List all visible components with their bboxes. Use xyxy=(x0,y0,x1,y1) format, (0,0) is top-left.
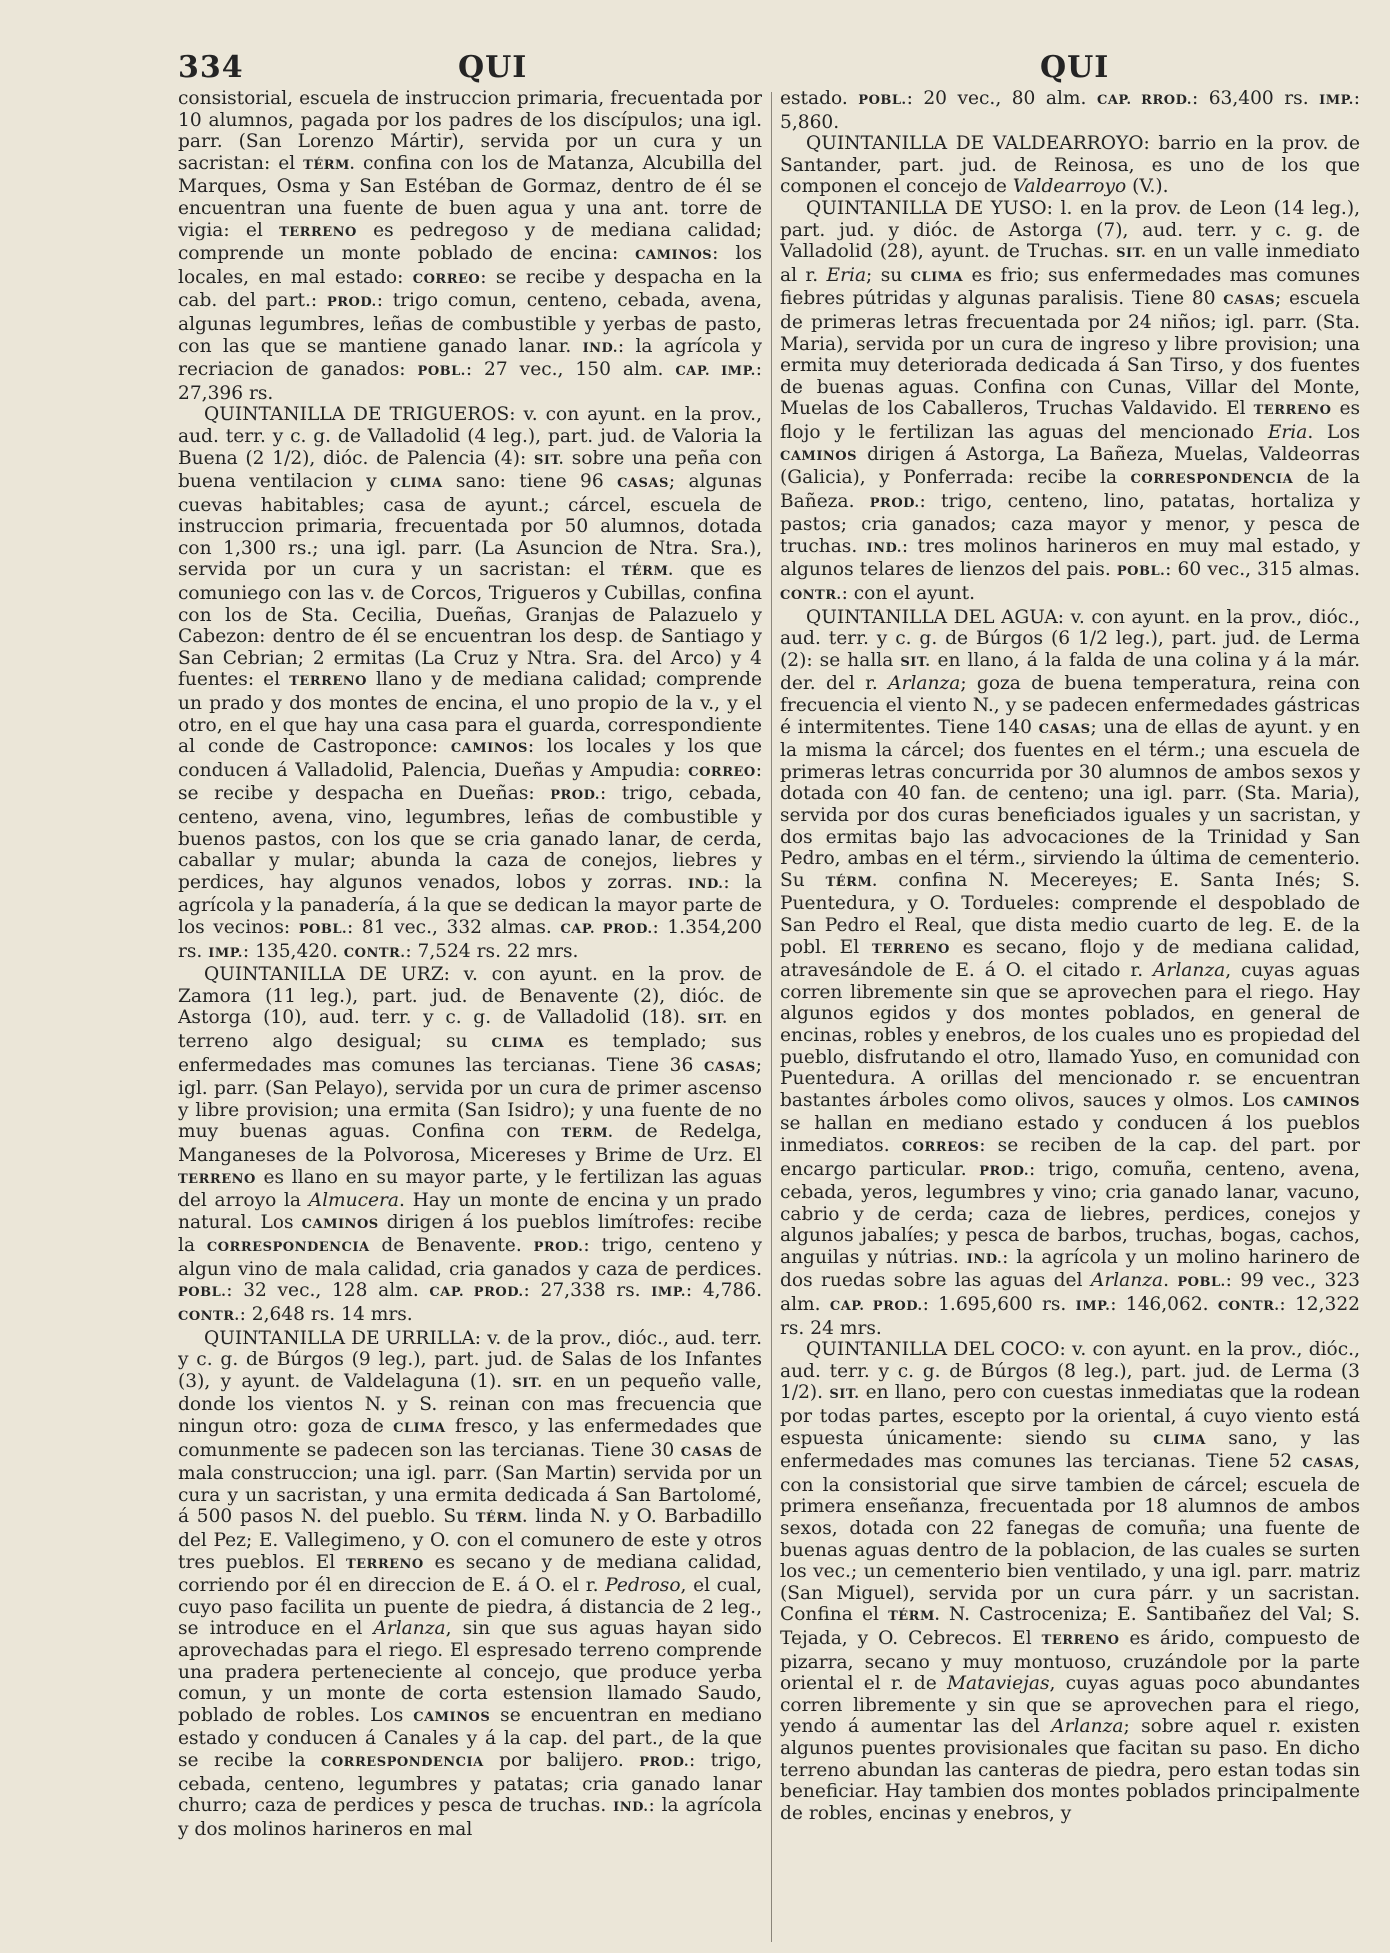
text-run: : 5,860. xyxy=(780,88,1360,133)
text-run: estado. xyxy=(780,88,859,109)
abbreviation: CAP. PROD. xyxy=(829,1299,923,1315)
right-column xyxy=(780,88,1360,1943)
abbreviation: IMP. xyxy=(651,1285,686,1301)
entry-paragraph xyxy=(178,1328,762,1841)
text-run: ; goza de buena temperatura, reina con frecuencia el viento N., y se padecen enfermedades gástricas é intermitentes. Tiene 140 xyxy=(780,673,1360,738)
text-run: , cuyas aguas corren libremente sin que se aprovechen para el riego. Hay algunos egidos y dos montes poblados, en general de encinas, robles y enebros, de los cuales uno es propiedad del pueblo, disfrutando el otro, llamado Yuso, en comunidad con Puentedura. A orillas del mencionado r. se encuentran bastantes árboles como olivos, sauces y olmos. Los xyxy=(780,960,1360,1111)
italic-name: Valdearroyo xyxy=(1012,176,1127,198)
abbreviation: CASAS xyxy=(617,476,669,492)
text-run: QUINTANILLA DE URRILLA: v. de la prov., dióc., aud. terr. y c. g. de Búrgos (9 leg.), part. jud. de Salas de los Infantes (3), y ayunt. de Valdelaguna (1). xyxy=(178,1327,762,1392)
text-run: se encuentran en mediano estado y conducen á Canales y á la cap. del part., de la que se recibe la xyxy=(178,1704,762,1771)
text-run: es llano en su mayor parte, y le fertilizan las aguas del arroyo la xyxy=(178,1166,762,1212)
text-run: QUINTANILLA DE YUSO: l. en la prov. de Leon (14 leg.), part. jud. y dióc. de Astorga (7), aud. terr. y c. g. de Valladolid (28), ayunt. de Truchas. xyxy=(780,197,1360,263)
abbreviation: PROD. xyxy=(639,1754,689,1770)
abbreviation: CLIMA xyxy=(393,1421,446,1437)
abbreviation: IMP. xyxy=(208,945,243,961)
abbreviation: SIT. xyxy=(829,1387,860,1403)
italic-name: Eria xyxy=(826,264,867,286)
text-run: , con la consistorial que sirve tambien de cárcel; escuela de primera enseñanza, frecuentada por 18 alumnos de ambos sexos, dotada con 22 fanegas de comuña; una fuente de buenas aguas dentro de la poblacion, de las cuales se surten los vec.; un cementerio bien ventilado, y una igl. parr. matriz (San Miguel), servida por un cura párr. y un sacristan. Confina el xyxy=(780,1451,1360,1626)
abbreviation: CASAS xyxy=(680,1444,733,1460)
abbreviation: SIT. xyxy=(512,1375,543,1391)
abbreviation: CAMINOS xyxy=(780,448,857,464)
text-run: de mala construccion; una igl. parr. (San Martin) servida por un cura y un sacristan, y una ermita dedicada á San Bartolomé, á 500 pasos N. del pueblo. Su xyxy=(178,1439,762,1528)
abbreviation: CORREOS xyxy=(901,1139,980,1155)
text-run: : 12,322 rs. 24 mrs. xyxy=(780,1294,1360,1339)
text-run: consistorial, escuela de instruccion primaria, frecuentada por 10 alumnos, pagada por los padres de los discípulos; una igl. parr. (San Lorenzo Mártir), servida por un cura y un sacristan: el xyxy=(178,88,762,174)
text-run: es secano y de mediana calidad, corriendo por él en direccion de E. á O. el r. xyxy=(178,1551,762,1597)
text-run: QUINTANILLA DE URZ: v. con ayunt. en la prov. de Zamora (11 leg.), part. jud. de Benavente (2), dióc. de Astorga (10), aud. terr. y c. g. de Valladolid (18). xyxy=(178,964,762,1029)
text-run: por balijero. xyxy=(483,1749,640,1771)
abbreviation: CONTR. xyxy=(1217,1299,1280,1315)
text-run: : la agrícola y recriacion de ganados: xyxy=(178,335,762,381)
abbreviation: SIT. xyxy=(533,452,564,468)
abbreviation: CORRESPONDENCIA xyxy=(206,1240,370,1256)
abbreviation: CASAS xyxy=(1223,293,1276,309)
abbreviation: CAP. IMP. xyxy=(675,364,756,380)
text-run: : la agrícola y dos molinos harineros en mal xyxy=(178,1795,762,1840)
text-run: QUINTANILLA DEL AGUA: v. con ayunt. en la prov., dióc., aud. terr. y c. g. de Búrgos (6 1/2 leg.), part. jud. de Lerma (2): se halla xyxy=(780,606,1360,671)
abbreviation: PROD. xyxy=(550,788,600,804)
text-run: . Los xyxy=(1307,421,1360,443)
abbreviation: TERRENO xyxy=(279,224,357,240)
abbreviation: CAMINOS xyxy=(413,1709,491,1725)
abbreviation: TERRENO xyxy=(1253,403,1332,419)
abbreviation: CLIMA xyxy=(910,269,964,285)
text-run: : 63,400 rs. xyxy=(1191,88,1320,109)
abbreviation: POBL. xyxy=(417,364,466,380)
italic-name: Pedroso xyxy=(605,1575,681,1597)
text-run: . Hay un monte de encina y un prado natural. Los xyxy=(178,1190,762,1233)
text-run: QUINTANILLA DE VALDEARROYO: barrio en la prov. de Santander, part. jud. de Reinosa, es uno de los que componen el concejo de xyxy=(780,133,1360,198)
text-run: : con el ayunt. xyxy=(841,583,976,605)
abbreviation: CONTR. xyxy=(178,1309,240,1325)
abbreviation: CAP. PROD. xyxy=(429,1285,524,1301)
text-run: : trigo comun, centeno, cebada, avena, algunas legumbres, leñas de combustible y yerbas de pasto, con las que se mantiene ganado lanar. xyxy=(178,290,762,357)
text-run: de Benavente. xyxy=(369,1235,534,1257)
text-run: : los locales, en mal estado: xyxy=(178,243,762,288)
abbreviation: IMP. xyxy=(1319,93,1354,108)
text-run: de Redelga, Manganeses de la Polvorosa, Micereses y Brime de Urz. El xyxy=(178,1121,762,1166)
abbreviation: CORRESPONDENCIA xyxy=(1130,472,1294,488)
entry-paragraph xyxy=(178,964,762,1328)
text-run: en llano, pero con cuestas inmediatas que la rodean por todas partes, escepto por la oriental, á cuyo viento está espuesta únicamente: siendo su xyxy=(780,1382,1360,1449)
text-run: (V.). xyxy=(1126,176,1169,198)
abbreviation: CLIMA xyxy=(491,1035,545,1051)
abbreviation: CAP. RROD. xyxy=(1096,93,1192,108)
entry-paragraph xyxy=(780,607,1360,1340)
abbreviation: TERRENO xyxy=(345,1556,424,1572)
text-run: : los locales y los que conducen á Valladolid, Palencia, Dueñas y Ampudia: xyxy=(178,736,762,781)
text-run: . xyxy=(1163,1270,1178,1292)
text-run: en terreno algo desigual; su xyxy=(178,1007,762,1052)
abbreviation: CORRESPONDENCIA xyxy=(321,1754,484,1770)
running-head-left: QUI xyxy=(458,50,528,85)
entry-paragraph xyxy=(780,198,1360,607)
abbreviation: TÉRM. xyxy=(825,874,878,890)
text-run: : trigo, cebada, centeno, avena, vino, legumbres, leñas de combustible y buenos pastos, con los que se cria ganado lanar, de cerda, caballar y mular; abunda la caza de conejos, liebres y perdices, hay algunos venados, lobos y zorras. xyxy=(178,783,762,893)
abbreviation: TÉRM. xyxy=(621,564,674,580)
text-run: : 2,648 rs. 14 mrs. xyxy=(239,1304,413,1326)
text-run: : se recibe y despacha en Dueñas: xyxy=(178,759,762,805)
text-run: fresco, y las enfermedades que comunmente se padecen son las tercianas. Tiene 30 xyxy=(178,1416,762,1461)
text-run: : 27,396 rs. xyxy=(178,359,762,404)
entry-paragraph xyxy=(780,88,1360,133)
text-run: : 99 vec., 323 alm. xyxy=(780,1270,1360,1316)
left-column xyxy=(178,88,762,1943)
text-run: : se recibe y despacha en la cab. del part.: xyxy=(178,266,762,312)
text-run: : 81 vec., 332 almas. xyxy=(347,916,561,938)
text-run: confina N. Mecereyes; E. Santa Inés; S. Puentedura, y O. Tordueles: comprende el despoblado de San Pedro el Real, que dista medio cuarto de leg. E. de la pobl. El xyxy=(780,869,1360,958)
text-run: que es comuniego con las v. de Corcos, Trigueros y Cubillas, confina con los de Sta. Cecilia, Dueñas, Granjas de Palazuelo y Cabezon: dentro de él se encuentran los desp. de Santiago y San Cebrian; 2 ermitas (La Cruz y Ntra. Sra. del Arco) y 4 fuentes: el xyxy=(178,559,762,691)
abbreviation: CASAS xyxy=(1302,1456,1355,1472)
abbreviation: POBL. xyxy=(178,1285,227,1301)
abbreviation: SIT. xyxy=(697,1012,728,1028)
text-run: : trigo, comuña, centeno, avena, cebada, yeros, legumbres y vino; cria ganado lanar, vacuno, cabrio y de cerda; caza de liebres, perdices, conejos y algunos jabalíes; y pesca de barbos, truchas, bogas, cachos, anguilas y nútrias. xyxy=(780,1158,1360,1268)
text-run: es árido, compuesto de pizarra, secano y muy montuoso, cruzándole por la parte oriental el r. de xyxy=(780,1627,1360,1695)
abbreviation: PROD. xyxy=(979,1163,1030,1179)
abbreviation: POBL. xyxy=(1116,564,1166,580)
abbreviation: CAP. PROD. xyxy=(560,921,653,937)
text-run: sano, y las enfermedades mas comunes las tercianas. Tiene 52 xyxy=(780,1427,1360,1473)
abbreviation: CONTR. xyxy=(343,945,406,961)
abbreviation: TERRENO xyxy=(1041,1632,1120,1648)
abbreviation: CLIMA xyxy=(1153,1432,1206,1448)
text-run: ; igl. parr. (San Pelayo), servida por un cura de primer ascenso y libre provision; una ermita (San Isidro); y una fuente de no muy buenas aguas. Confina con xyxy=(178,1054,762,1143)
text-run: : 20 vec., 80 alm. xyxy=(906,88,1097,109)
column-divider xyxy=(771,92,772,1942)
text-run: confina con los de Matanza, Alcubilla del Marques, Osma y San Estéban de Gormaz, dentro de él se encuentran una fuente de buen agua y una ant. torre de vigia: el xyxy=(178,152,762,241)
abbreviation: IND. xyxy=(688,876,724,892)
text-run: QUINTANILLA DE TRIGUEROS: v. con ayunt. en la prov., aud. terr. y c. g. de Valladolid (4 leg.), part. jud. de Valoria la Buena (2 1/2), dióc. de Palencia (4): xyxy=(178,404,762,469)
abbreviation: SIT. xyxy=(1116,246,1147,262)
italic-name: Mataviejas xyxy=(946,1673,1050,1695)
text-run: : 1.354,200 rs. xyxy=(178,916,762,962)
italic-name: Arlanza xyxy=(373,1618,446,1640)
abbreviation: POBL. xyxy=(298,921,348,937)
text-run: QUINTANILLA DEL COCO: v. con ayunt. en la prov., dióc., aud. terr. y c. g. de Búrgos (8 leg.), part. jud. de Lerma (3 1/2). xyxy=(780,1339,1360,1404)
text-run: dirigen á Astorga, La Bañeza, Muelas, Valdeorras (Galicia), y Ponferrada: recibe la xyxy=(780,443,1360,489)
italic-name: Eria xyxy=(1267,421,1308,443)
text-run: : 135,420. xyxy=(242,940,344,962)
abbreviation: TERRENO xyxy=(289,674,367,690)
text-run: dirigen á los pueblos limítrofes: recibe la xyxy=(178,1211,762,1257)
text-run: es frio; sus enfermedades mas comunes fiebres pútridas y algunas paralisis. Tiene 80 xyxy=(780,264,1360,310)
text-run: en un valle inmediato al r. xyxy=(780,241,1360,286)
abbreviation: POBL. xyxy=(1177,1275,1226,1291)
abbreviation: CAMINOS xyxy=(635,248,713,264)
abbreviation: CORREO xyxy=(688,764,756,780)
abbreviation: PROD. xyxy=(326,295,377,311)
text-run: : 146,062. xyxy=(1110,1294,1218,1316)
abbreviation: CAMINOS xyxy=(450,741,528,757)
abbreviation: CASAS xyxy=(703,1059,756,1075)
abbreviation: PROD. xyxy=(533,1240,584,1256)
abbreviation: PROD. xyxy=(869,495,920,511)
abbreviation: TERRENO xyxy=(872,941,950,957)
abbreviation: IND. xyxy=(966,1251,1003,1267)
italic-name: Almucera xyxy=(308,1190,400,1212)
text-run: sano: tiene 96 xyxy=(442,471,618,493)
text-run: : 4,786. xyxy=(685,1280,762,1302)
text-run: , cuyas aguas poco abundantes corren libremente y sin que se aprovechen para el riego, yendo á aumentar las del xyxy=(780,1673,1360,1738)
abbreviation: TÉRM. xyxy=(888,1609,940,1625)
text-run: es secano, flojo y de mediana calidad, atravesándole de E. á O. el citado r. xyxy=(780,936,1360,982)
abbreviation: TÉRM. xyxy=(475,1511,528,1527)
entry-paragraph xyxy=(178,404,762,964)
italic-name: Arlanza xyxy=(1051,1716,1124,1738)
text-run: , sin que sus aguas hayan sido aprovechadas para el riego. El espresado terreno comprende una pradera perteneciente al concejo, que produce yerba comun, y un monte de corta estension llamado Saudo, poblado de robles. Los xyxy=(178,1618,762,1726)
abbreviation: TERM. xyxy=(561,1126,614,1142)
abbreviation: TERRENO xyxy=(178,1171,256,1187)
abbreviation: CAMINOS xyxy=(1283,1094,1360,1110)
text-run: ; sobre aquel r. existen algunos puentes provisionales que facitan su paso. En dicho terreno abundan las canteras de piedra, pero estan todas sin beneficiar. Hay tambien dos montes poblados principalmente de robles, encinas y enebros, y xyxy=(780,1716,1360,1824)
text-run: en un pequeño valle, donde los vientos N. y S. reinan con mas frecuencia que ningun otro: goza de xyxy=(178,1370,762,1438)
abbreviation: CONTR. xyxy=(780,588,842,604)
abbreviation: CAMINOS xyxy=(301,1216,379,1232)
text-run: se hallan en mediano estado y conducen á los pueblos inmediatos. xyxy=(780,1113,1360,1156)
text-run: : trigo, cebada, centeno, legumbres y patatas; cria ganado lanar churro; caza de perdices y pesca de truchas. xyxy=(178,1749,762,1817)
text-run: , el cual, cuyo paso facilita un puente de piedra, á distancia de 2 leg., se introduce en el xyxy=(178,1575,762,1640)
text-run: N. Castroceniza; E. Santibañez del Val; S. Tejada, y O. Cebrecos. El xyxy=(780,1604,1360,1649)
text-run: ; escuela de primeras letras frecuentada por 24 niños; igl. parr. (Sta. Maria), servida por un cura de ingreso y libre provision; una ermita muy deteriorada dedicada á San Tirso, y dos fuentes de buenas aguas. Confina con Cunas, Villar del Monte, Muelas de los Caballeros, Truchas Valdavido. El xyxy=(780,288,1360,420)
entry-paragraph xyxy=(178,88,762,404)
entry-paragraph xyxy=(780,1339,1360,1824)
abbreviation: IND. xyxy=(866,540,902,556)
abbreviation: IND. xyxy=(613,1800,649,1816)
text-run: en llano, á la falda de una colina y á la már. der. del r. xyxy=(780,649,1360,695)
text-run: de la Bañeza. xyxy=(780,467,1360,512)
text-run: : 7,524 rs. 22 mrs. xyxy=(405,940,579,962)
abbreviation: IND. xyxy=(582,340,618,356)
text-run: linda N. y O. Barbadillo del Pez; E. Vallegimeno, y O. con el comunero de este y otros tres pueblos. El xyxy=(178,1506,762,1573)
text-run: ; su xyxy=(866,264,911,286)
text-run: : la agrícola y un molino harinero de dos ruedas sobre las aguas del xyxy=(780,1246,1360,1292)
text-run: : 1.695,600 rs. xyxy=(922,1294,1076,1316)
abbreviation: POBL. xyxy=(858,93,907,108)
text-run: ; algunas cuevas habitables; casa de ayunt.; cárcel, escuela de instruccion primaria, frecuentada por 50 alumnos, dotada con 1,300 rs.; una igl. parr. (La Asuncion de Ntra. Sra.), servida por un cura y un sacristan: el xyxy=(178,471,762,581)
text-run: : tres molinos harineros en muy mal estado, y algunos telares de lienzos del pais. xyxy=(780,535,1360,581)
abbreviation: CLIMA xyxy=(389,476,443,492)
text-run: : 27,338 rs. xyxy=(523,1280,652,1302)
abbreviation: CORREO xyxy=(412,271,481,287)
text-run: : se reciben de la cap. del part. por encargo particular. xyxy=(780,1134,1360,1180)
text-run: ; una de ellas de ayunt. y en la misma la cárcel; dos fuentes en el térm.; una escuela de primeras letras concurrida por 30 alumnos de ambos sexos y dotada con 40 fan. de centeno; una igl. parr. (Sta. Maria), servida por dos curas beneficiados iguales y un sacristan, y dos ermitas bajo las advocaciones de la Trinidad y San Pedro, ambas en el térm., sirviendo la última de cementerio. Su xyxy=(780,716,1360,891)
italic-name: Arlanza xyxy=(1153,960,1226,982)
text-run: : 27 vec., 150 alm. xyxy=(465,359,676,381)
running-head-right: QUI xyxy=(1040,50,1110,85)
abbreviation: IMP. xyxy=(1075,1299,1111,1315)
abbreviation: CASAS xyxy=(1038,721,1091,737)
text-run: llano y de mediana calidad; comprende un prado y dos montes de encina, el uno propio de la v., y el otro, en el que hay una casa para el guarda, correspondiente al conde de Castroponce: xyxy=(178,669,762,758)
text-run: : trigo, centeno, lino, patatas, hortaliza y pastos; cria ganados; caza mayor y menor, y pesca de truchas. xyxy=(780,490,1360,557)
italic-name: Arlanza xyxy=(888,673,961,695)
abbreviation: SIT. xyxy=(900,654,931,670)
abbreviation: TÉRM. xyxy=(303,157,355,173)
text-run: es pedregoso y de mediana calidad; comprende un monte poblado de encina: xyxy=(178,219,762,265)
text-run: : 32 vec., 128 alm. xyxy=(226,1280,430,1302)
text-run: : trigo, centeno y algun vino de mala calidad, cria ganados y caza de perdices. xyxy=(178,1235,762,1280)
text-run: sobre una peña con buena ventilacion y xyxy=(178,447,762,493)
text-run: es flojo y le fertilizan las aguas del mencionado xyxy=(780,398,1360,443)
entry-paragraph xyxy=(780,133,1360,198)
text-run: : la agrícola y la panadería, á la que se dedican la mayor parte de los vecinos: xyxy=(178,871,762,938)
italic-name: Arlanza xyxy=(1090,1270,1164,1292)
page-number: 334 xyxy=(178,50,244,85)
text-run: : 60 vec., 315 almas. xyxy=(1165,559,1360,581)
text-run: es templado; sus enfermedades mas comunes las tercianas. Tiene 36 xyxy=(178,1030,762,1076)
